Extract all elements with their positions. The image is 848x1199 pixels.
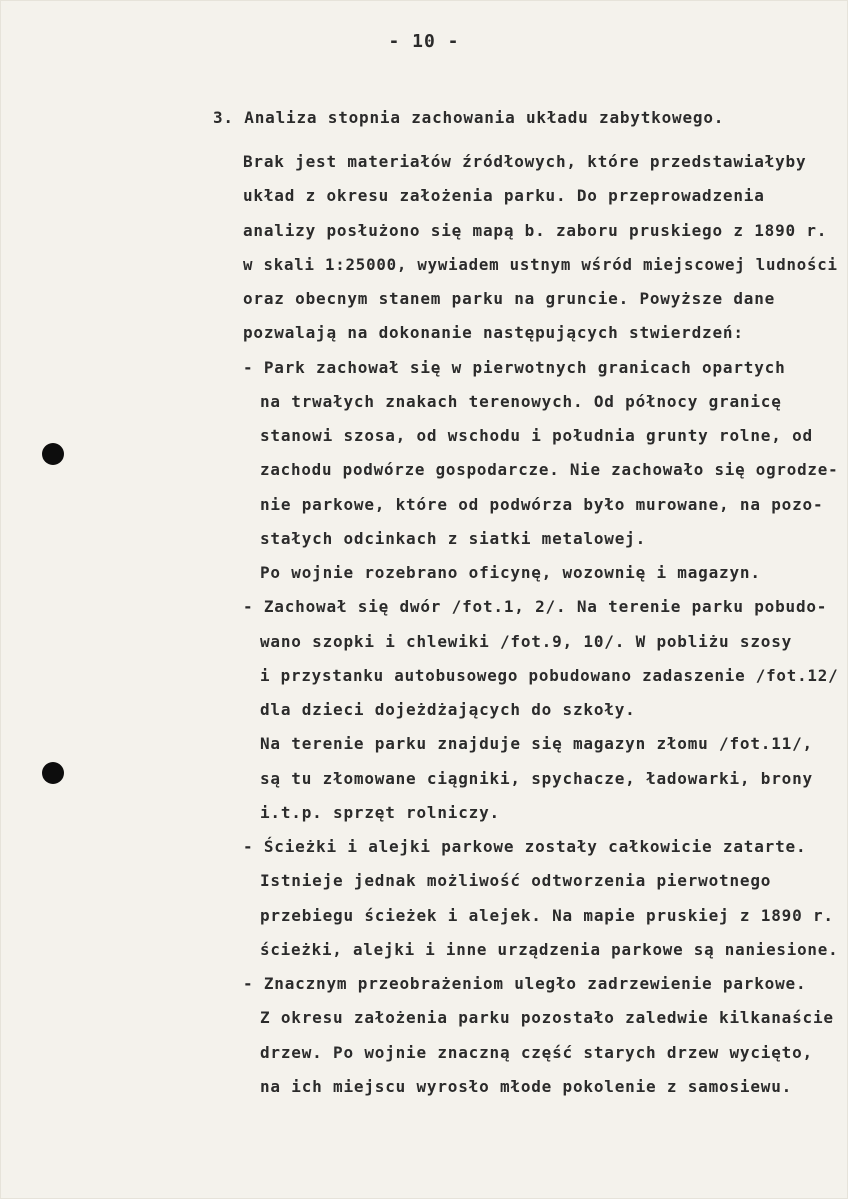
item-line: - Ścieżki i alejki parkowe zostały całkowicie zatarte. — [243, 837, 807, 856]
intro-line: układ z okresu założenia parku. Do przeprowadzenia — [243, 186, 765, 205]
item-line: zachodu podwórze gospodarcze. Nie zachowało się ogrodze- — [260, 460, 839, 479]
page-number: - 10 - — [388, 31, 460, 52]
item-line: na trwałych znakach terenowych. Od północy granicę — [260, 392, 782, 411]
item-line: Istnieje jednak możliwość odtworzenia pierwotnego — [260, 871, 772, 890]
item-line: wano szopki i chlewiki /fot.9, 10/. W pobliżu szosy — [260, 632, 793, 651]
punch-hole — [42, 443, 64, 465]
item-line: stałych odcinkach z siatki metalowej. — [260, 529, 647, 548]
item-line: przebiegu ścieżek i alejek. Na mapie pruskiej z 1890 r. — [260, 906, 834, 925]
intro-line: w skali 1:25000, wywiadem ustnym wśród miejscowej ludności — [243, 255, 838, 274]
item-line: są tu złomowane ciągniki, spychacze, ładowarki, brony — [260, 769, 813, 788]
item-line: Po wojnie rozebrano oficynę, wozownię i magazyn. — [260, 563, 761, 582]
item-line: Na terenie parku znajduje się magazyn złomu /fot.11/, — [260, 734, 813, 753]
item-line: nie parkowe, które od podwórza było murowane, na pozo- — [260, 495, 824, 514]
item-line: - Park zachował się w pierwotnych granicach opartych — [243, 358, 786, 377]
item-line: i przystanku autobusowego pobudowano zadaszenie /fot.12/ — [260, 666, 839, 685]
item-line: - Znacznym przeobrażeniom uległo zadrzewienie parkowe. — [243, 974, 807, 993]
item-line: dla dzieci dojeżdżających do szkoły. — [260, 700, 636, 719]
item-line: stanowi szosa, od wschodu i południa grunty rolne, od — [260, 426, 813, 445]
item-line: drzew. Po wojnie znaczną część starych drzew wycięto, — [260, 1043, 813, 1062]
intro-line: pozwalają na dokonanie następujących stwierdzeń: — [243, 323, 744, 342]
section-heading: 3. Analiza stopnia zachowania układu zabytkowego. — [213, 108, 725, 127]
item-line: Z okresu założenia parku pozostało zaledwie kilkanaście — [260, 1008, 834, 1027]
intro-line: analizy posłużono się mapą b. zaboru pruskiego z 1890 r. — [243, 221, 828, 240]
intro-line: Brak jest materiałów źródłowych, które przedstawiałyby — [243, 152, 807, 171]
punch-hole — [42, 762, 64, 784]
intro-line: oraz obecnym stanem parku na gruncie. Powyższe dane — [243, 289, 776, 308]
item-line: ścieżki, alejki i inne urządzenia parkowe są naniesione. — [260, 940, 839, 959]
item-line: na ich miejscu wyrosło młode pokolenie z samosiewu. — [260, 1077, 793, 1096]
item-line: i.t.p. sprzęt rolniczy. — [260, 803, 500, 822]
item-line: - Zachował się dwór /fot.1, 2/. Na terenie parku pobudo- — [243, 597, 828, 616]
